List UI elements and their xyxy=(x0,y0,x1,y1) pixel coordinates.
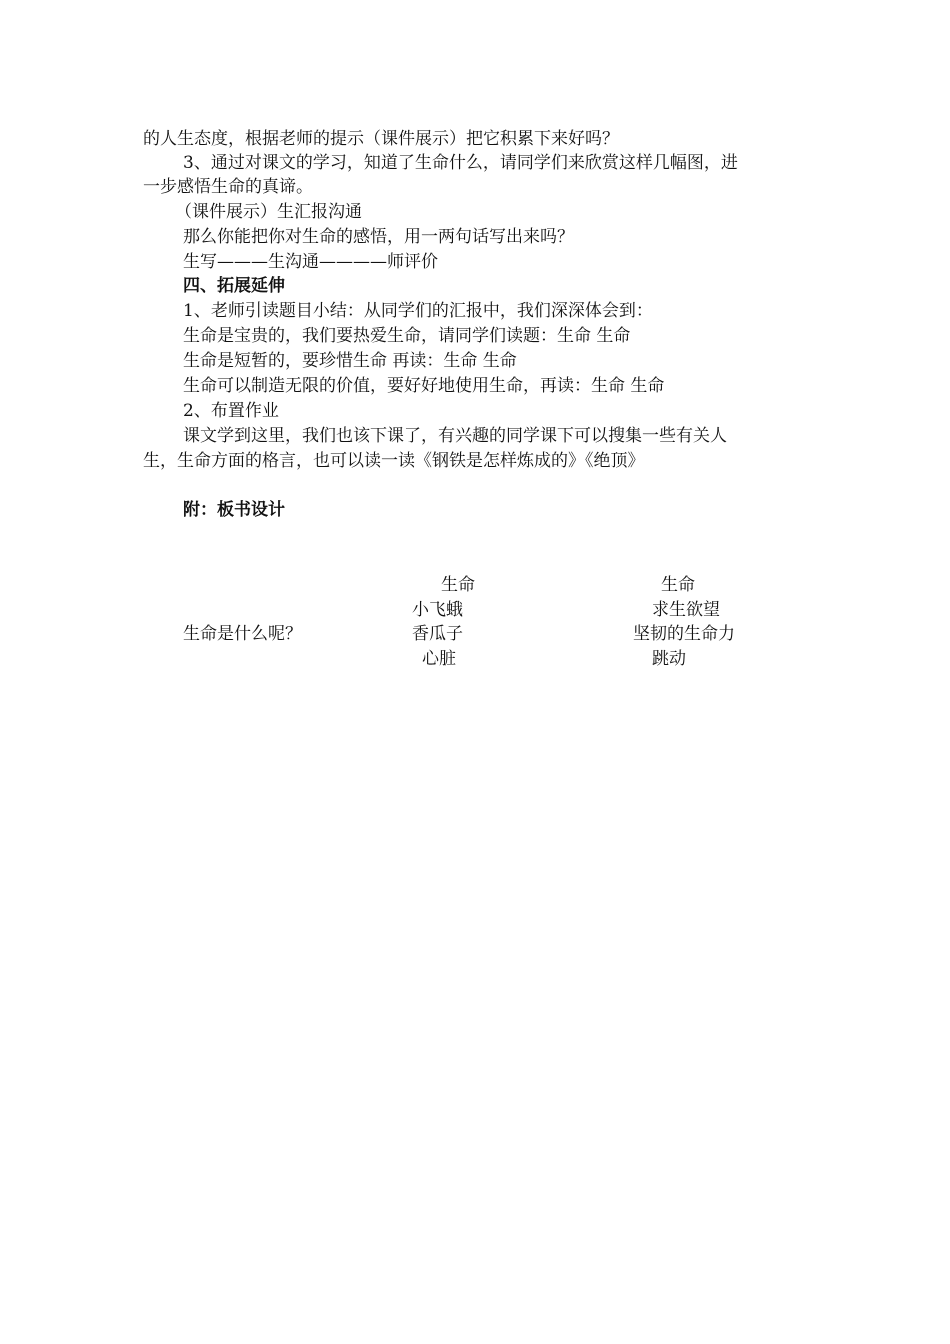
paragraph-line: 3、通过对课文的学习，知道了生命什么，请同学们来欣赏这样几幅图，进 xyxy=(183,153,738,173)
paragraph-line: 生命是短暂的，要珍惜生命 再读：生命 生命 xyxy=(183,351,517,371)
board-question: 生命是什么呢？ xyxy=(183,624,302,644)
paragraph-line: 2、布置作业 xyxy=(183,401,279,421)
board-right-item: 求生欲望 xyxy=(652,600,720,620)
paragraph-line: 一步感悟生命的真谛。 xyxy=(143,177,313,197)
paragraph-line: 生命是宝贵的，我们要热爱生命，请同学们读题：生命 生命 xyxy=(183,326,631,346)
board-right-item: 跳动 xyxy=(652,649,686,669)
board-left-item: 香瓜子 xyxy=(412,624,463,644)
paragraph-line: 那么你能把你对生命的感悟，用一两句话写出来吗？ xyxy=(183,227,574,247)
board-right-item: 坚韧的生命力 xyxy=(633,624,735,644)
board-left-item: 生命 xyxy=(441,575,475,595)
paragraph-line: 生命可以制造无限的价值，要好好地使用生命，再读：生命 生命 xyxy=(183,376,665,396)
paragraph-line: （课件展示）生汇报沟通 xyxy=(175,202,362,222)
paragraph-line: 生，生命方面的格言，也可以读一读《钢铁是怎样炼成的》《绝顶》 xyxy=(143,451,645,471)
board-left-item: 小飞蛾 xyxy=(412,600,463,620)
paragraph-line: 的人生态度，根据老师的提示（课件展示）把它积累下来好吗？ xyxy=(143,129,619,149)
appendix-title: 附：板书设计 xyxy=(183,500,285,520)
board-left-item: 心脏 xyxy=(422,649,456,669)
section-heading: 四、拓展延伸 xyxy=(183,276,285,296)
board-right-item: 生命 xyxy=(661,575,695,595)
paragraph-line: 1、老师引读题目小结：从同学们的汇报中，我们深深体会到： xyxy=(183,301,653,321)
paragraph-line: 课文学到这里，我们也该下课了，有兴趣的同学课下可以搜集一些有关人 xyxy=(183,426,727,446)
paragraph-line: 生写———生沟通————师评价 xyxy=(183,252,438,272)
